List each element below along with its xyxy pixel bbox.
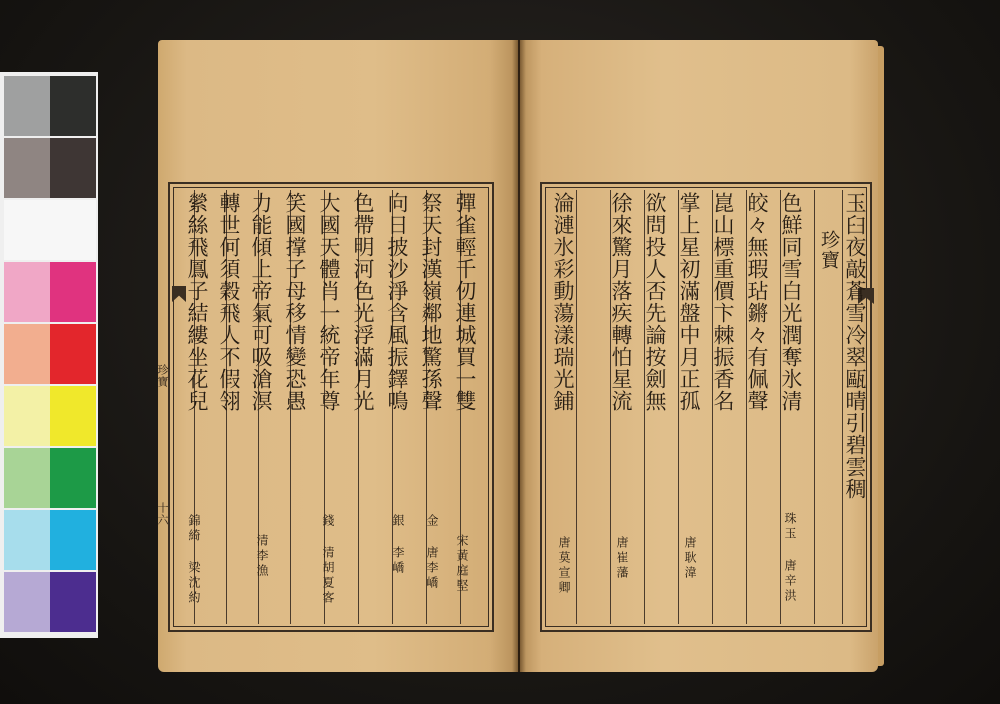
left-attribution-5: 錢 清胡夏客 [321,514,335,606]
left-attribution-9: 錦綺 梁沈約 [187,514,201,606]
left-poem-line-4: 色帶明河色光浮滿月光 [351,192,375,412]
left-poem-line-5: 大國天體肖一統帝年尊 [317,192,341,412]
right-poem-line-5: 崑山標重價卞棘振香名 [711,192,735,412]
right-poem-line-8: 徐來驚月落疾轉怕星流 [609,192,633,412]
left-poem-line-7: 力能傾上帝氣可吸滄溟 [249,192,273,412]
right-attribution-6: 唐耿湋 [683,536,697,581]
left-poem-line-6: 笑國撑子母移情變恐愚 [283,192,307,412]
section-title: 珍寶 [818,230,840,270]
right-attribution-9: 唐莫宣卿 [557,536,571,596]
left-poem-line-9: 縈絲飛鳳子結縷坐花兒 [185,192,209,412]
right-poem-line-6: 掌上星初滿盤中月正孤 [677,192,701,412]
folio-title: 珍寶 [156,364,169,388]
right-poem-line-3: 色鮮同雪白光潤奪氷清 [779,192,803,412]
book-gutter [512,40,526,672]
right-poem-line-1: 玉臼夜敲蒼雪冷翠甌晴引碧雲稠 [843,192,867,500]
left-poem-line-1: 彈雀輕千仞連城買一雙 [453,192,477,412]
left-poem-line-2: 祭天封漢嶺鄰地驚孫聲 [419,192,443,412]
right-poem-line-7: 欲問投人否先論按劍無 [643,192,667,412]
left-poem-line-8: 轉世何須穀飛人不假翎 [217,192,241,412]
right-poem-line-4: 皎々無瑕玷鏘々有佩聲 [745,192,769,412]
right-attribution-3: 珠玉 唐辛洪 [783,512,797,604]
open-book [158,40,880,672]
left-attribution-2: 金 唐李嶠 [425,514,439,591]
color-checker [0,72,98,638]
left-attribution-7: 清李漁 [255,534,269,579]
left-attribution-3: 銀 李嶠 [391,514,405,576]
left-attribution-1: 宋黃庭堅 [455,534,469,594]
right-attribution-8: 唐崔藩 [615,536,629,581]
right-poem-line-9: 淪漣氷彩動蕩漾瑞光鋪 [551,192,575,412]
left-poem-line-3: 向日披沙淨含風振鐸鳴 [385,192,409,412]
folio-page-number: 十六 [156,502,169,526]
